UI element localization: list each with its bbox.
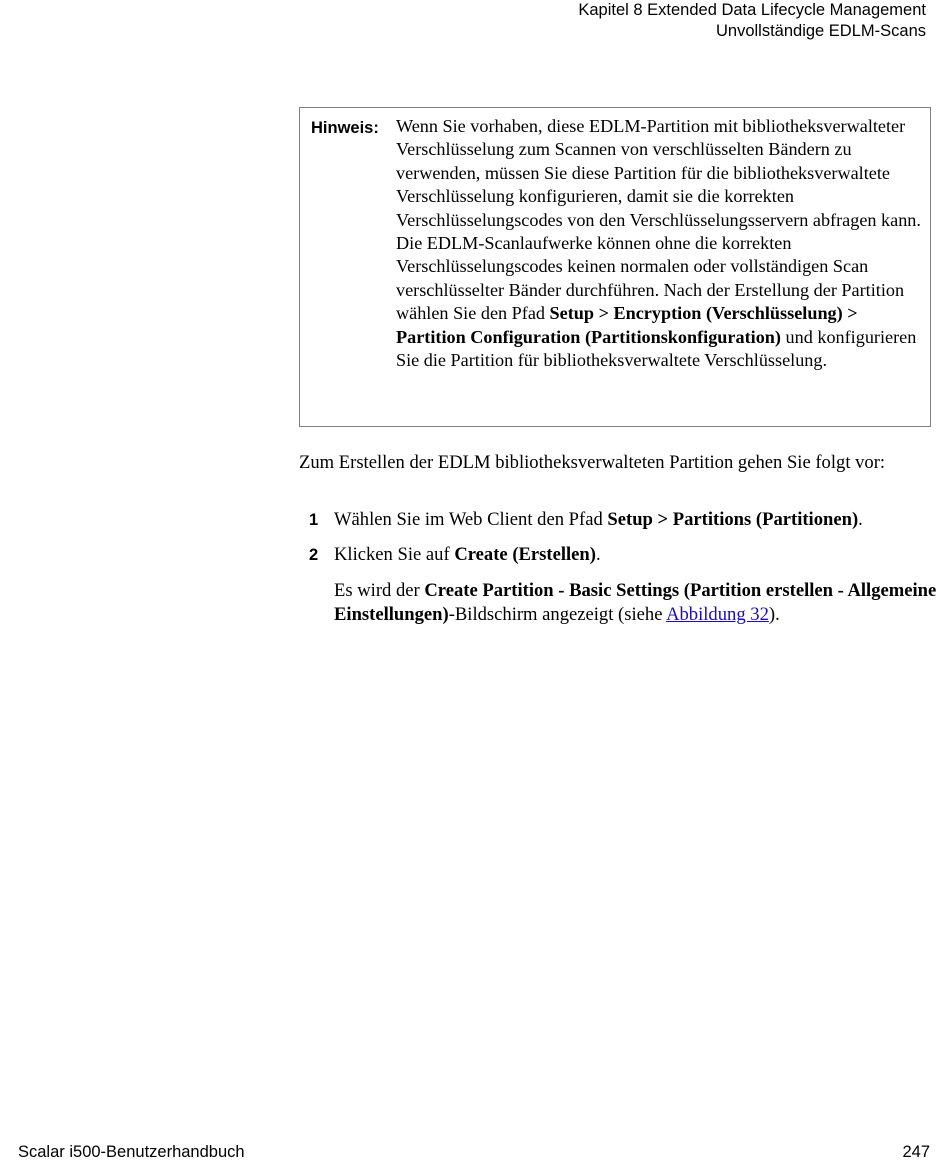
- step-end: .: [858, 509, 863, 530]
- note-label: Hinweis:: [311, 119, 379, 137]
- note-text-part-1: Wenn Sie vorhaben, diese EDLM-Partition mit bibliotheksverwalteter Verschlüsselung zum Scannen von verschlüsselten Bändern zu verwenden, müssen Sie diese Partition für die bibliotheksverwaltete Verschlüsselung konfigurieren, damit sie die korrekten Verschlüsselungscodes von den Verschlüsselungsservern abfragen kann. Die EDLM-Scanlaufwerke können ohne die korrekten Verschlüsselungscodes keinen normalen oder vollständigen Scan verschlüsselter Bänder durchführen. Nach der Erstellung der Partition wählen Sie den Pfad: [396, 116, 921, 324]
- step-2: [309, 543, 949, 568]
- step-1: [309, 508, 949, 533]
- intro-paragraph: Zum Erstellen der EDLM bibliotheksverwalteten Partition gehen Sie folgt vor:: [299, 452, 886, 473]
- result-text-part-2: -Bildschirm angezeigt (siehe: [448, 603, 663, 625]
- step-end: .: [595, 544, 601, 565]
- step-number: 1: [309, 511, 319, 529]
- step-2-result: [334, 579, 939, 626]
- footer-title: Scalar i500-Benutzerhandbuch: [18, 1143, 245, 1161]
- result-text-part-1: Es wird der: [334, 580, 420, 601]
- running-header: [578, 0, 926, 42]
- header-chapter: Kapitel 8 Extended Data Lifecycle Management: [578, 1, 926, 19]
- step-text: Wählen Sie im Web Client den Pfad: [334, 509, 603, 530]
- result-text-part-3: ).: [768, 603, 780, 625]
- note-text-part-2: und konfigurieren Sie die Partition für bibliotheksverwaltete Verschlüsselung.: [396, 326, 917, 371]
- step-bold-button: Create (Erstellen): [454, 544, 596, 565]
- result-screen-name: Create Partition - Basic Settings (Partition erstellen - Allgemeine Einstellungen): [334, 580, 937, 625]
- step-number: 2: [309, 546, 319, 564]
- step-bold-path: Setup > Partitions (Partitionen): [607, 509, 859, 530]
- note-path: Setup > Encryption (Verschlüsselung) > Partition Configuration (Partitionskonfiguration): [396, 303, 858, 347]
- note-text: [396, 115, 924, 372]
- page-number: 247: [902, 1143, 930, 1161]
- header-section: Unvollständige EDLM-Scans: [715, 22, 926, 40]
- figure-reference-link[interactable]: Abbildung 32: [666, 603, 769, 625]
- note-box: [299, 107, 931, 427]
- step-text: Klicken Sie auf: [334, 544, 450, 565]
